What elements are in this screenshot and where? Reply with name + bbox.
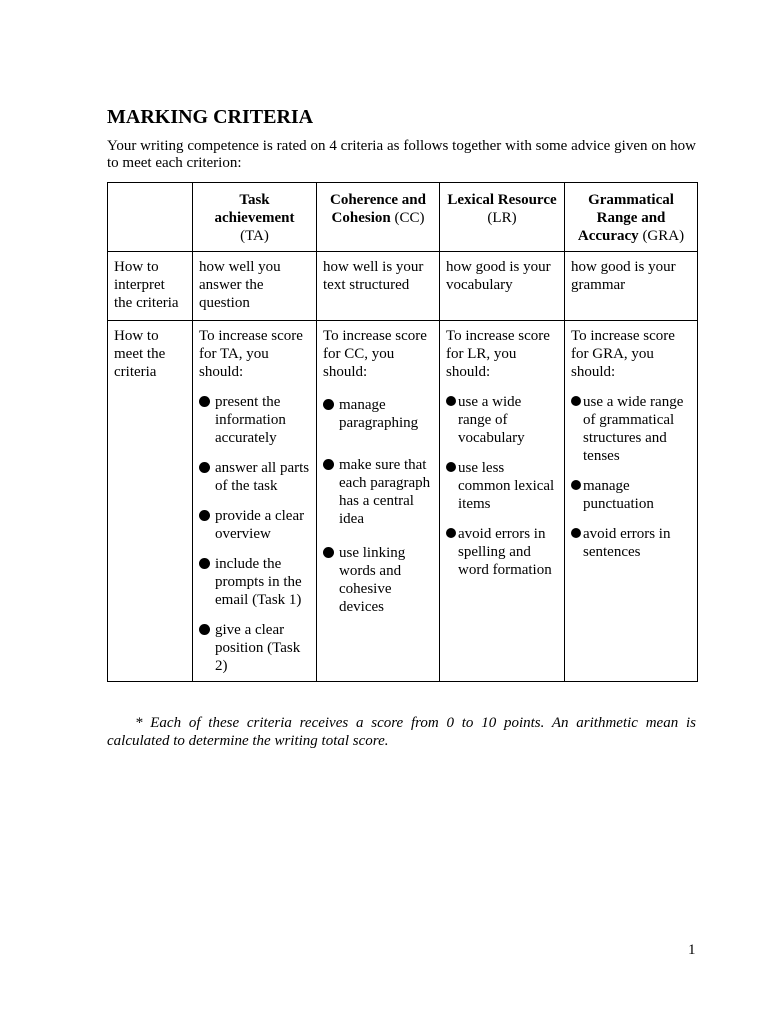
list-item [571,525,691,561]
list-item [571,393,691,465]
bullet-icon [199,462,210,473]
list-item [199,393,310,447]
header-name: Grammatical Range and Accuracy [577,192,674,244]
list-item [323,544,433,616]
page-number: 1 [688,942,696,958]
list-item [323,456,433,528]
bullet-icon [446,396,456,406]
advice-list [199,393,310,675]
header-abbr: (GRA) [642,228,685,244]
meet-cell-ta [193,321,317,682]
list-item [199,507,310,543]
list-item [446,459,558,513]
list-item [446,525,558,579]
header-task-achievement [193,183,317,252]
list-item-text: present the information accurately [215,394,286,446]
interpret-cell-lr: how good is your vocabulary [440,252,565,321]
list-item-text: use a wide range of grammatical structures and tenses [583,394,684,464]
header-grammatical-range [565,183,698,252]
bullet-icon [571,396,581,406]
list-item [446,393,558,447]
list-item-text: provide a clear overview [215,508,305,542]
list-item-text: manage punctuation [583,478,654,512]
row-label: How to meet the criteria [108,321,193,682]
meet-intro: To increase score for LR, you should: [446,328,550,380]
meet-cell-lr [440,321,565,682]
bullet-icon [199,624,210,635]
header-abbr: (TA) [240,228,269,244]
bullet-icon [323,547,334,558]
meet-intro: To increase score for TA, you should: [199,328,303,380]
bullet-icon [571,480,581,490]
list-item-text: give a clear position (Task 2) [215,622,301,674]
meet-intro: To increase score for CC, you should: [323,328,427,380]
interpret-row [108,252,698,321]
page-title: MARKING CRITERIA [107,106,314,128]
bullet-icon [199,396,210,407]
list-item-text: use a wide range of vocabulary [458,394,525,446]
advice-list [571,393,691,561]
list-item [199,555,310,609]
list-item [323,396,433,432]
interpret-cell-cc: how well is your text structured [317,252,440,321]
advice-list [323,396,433,616]
bullet-icon [323,459,334,470]
list-item [199,459,310,495]
bullet-icon [323,399,334,410]
interpret-cell-ta: how well you answer the question [193,252,317,321]
header-name: Lexical Resource [447,192,557,208]
meet-intro: To increase score for GRA, you should: [571,328,675,380]
list-item-text: answer all parts of the task [215,460,310,494]
list-item-text: manage paragraphing [339,397,419,431]
header-empty-cell [108,183,193,252]
bullet-icon [571,528,581,538]
row-label: How to interpret the criteria [108,252,193,321]
header-row [108,183,698,252]
header-abbr: (LR) [487,210,517,226]
list-item-text: avoid errors in sentences [583,526,671,560]
list-item [571,477,691,513]
header-name: Task achievement [214,192,295,226]
header-coherence-cohesion [317,183,440,252]
bullet-icon [199,510,210,521]
bullet-icon [199,558,210,569]
list-item-text: use linking words and cohesive devices [339,545,406,615]
list-item-text: avoid errors in spelling and word formation [458,526,552,578]
bullet-icon [446,528,456,538]
footnote: * Each of these criteria receives a score from 0 to 10 points. An arithmetic mean is calculated to determine the writing total score. [107,715,696,749]
list-item-text: include the prompts in the email (Task 1) [215,556,302,608]
list-item-text: use less common lexical items [458,460,555,512]
list-item [199,621,310,675]
meet-cell-cc [317,321,440,682]
bullet-icon [446,462,456,472]
criteria-table [107,182,698,682]
header-name: Coherence and Cohesion [330,192,426,226]
intro-paragraph: Your writing competence is rated on 4 criteria as follows together with some advice given on how to meet each criterion: [107,138,696,171]
meet-row [108,321,698,682]
header-abbr: (CC) [394,210,425,226]
interpret-cell-gra: how good is your grammar [565,252,698,321]
list-item-text: make sure that each paragraph has a central idea [339,457,431,527]
advice-list [446,393,558,579]
meet-cell-gra [565,321,698,682]
header-lexical-resource [440,183,565,252]
